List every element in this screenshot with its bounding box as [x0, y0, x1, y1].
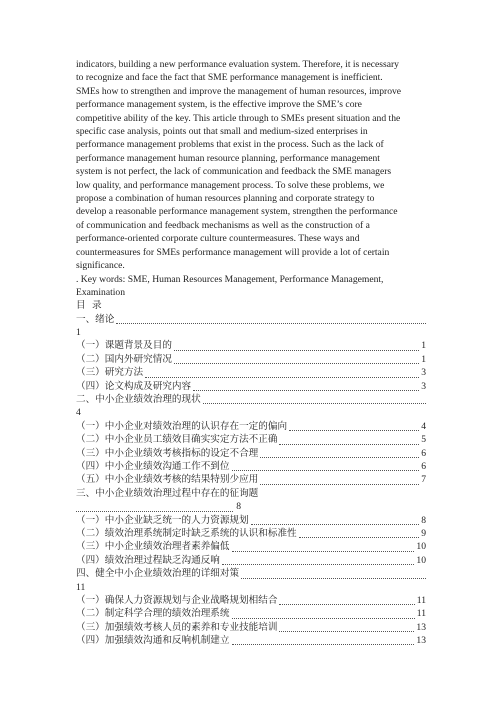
- toc-item-page: 11: [416, 608, 426, 620]
- toc-item-label: （二）国内外研究情况: [76, 353, 172, 365]
- toc-section-4[interactable]: [76, 567, 426, 580]
- leader-dots: [174, 341, 419, 351]
- toc-item-page: 13: [416, 635, 426, 647]
- leader-dots: [193, 381, 419, 391]
- leader-dots: [279, 622, 414, 632]
- abstract-line: SMEs how to strengthen and improve the management of human resources, improve: [76, 85, 402, 97]
- abstract-line: performance management human resource planning, performance management: [76, 152, 380, 164]
- toc-item-label: （四）论文构成及研究内容: [76, 380, 192, 392]
- toc-item-page: 13: [416, 621, 426, 633]
- toc-section-title: 四、健全中小企业绩效治理的详细对策: [76, 568, 240, 580]
- toc-item-label: （三）研究方法: [76, 367, 144, 379]
- abstract-line: performance-oriented corporate culture countermeasures. These ways and: [76, 233, 360, 245]
- toc-item-page: 1: [421, 340, 426, 352]
- abstract-line: to recognize and face the fact that SME performance management is inefficient.: [76, 72, 383, 84]
- toc-item-label: （四）中小企业绩效沟通工作不到位: [76, 461, 230, 472]
- english-abstract: [76, 58, 426, 273]
- toc-item[interactable]: [76, 380, 426, 393]
- abstract-line: low quality, and performance management process. To solve these problems, we: [76, 179, 385, 191]
- toc-item[interactable]: [76, 353, 426, 366]
- toc-item[interactable]: [76, 594, 426, 607]
- toc-item-page: 11: [416, 594, 426, 606]
- toc-item-label: （三）加强绩效考核人员的素养和专业技能培训: [76, 621, 278, 633]
- toc-section-title: 一、绪论: [76, 313, 115, 325]
- toc-item-page: 10: [416, 554, 426, 566]
- leader-dots: [232, 609, 415, 619]
- toc-item-page: 3: [421, 380, 426, 392]
- leader-dots: [241, 569, 426, 579]
- keywords-line: . Key words: SME, Human Resources Management, Performance Management,: [76, 273, 384, 285]
- toc-item[interactable]: [76, 433, 426, 446]
- leader-dots: [203, 394, 426, 404]
- toc-item-page: 6: [421, 447, 426, 459]
- toc-section-2[interactable]: [76, 393, 426, 406]
- leader-dots: [116, 314, 426, 324]
- toc-title: 目 录: [76, 300, 104, 312]
- abstract-line: performance management problems that exist in the process. Such as the lack of: [76, 139, 384, 151]
- abstract-line: indicators, building a new performance evaluation system. Therefore, it is necessary: [76, 59, 399, 70]
- abstract-line: countermeasures for SMEs performance management will provide a lot of certain: [76, 246, 390, 258]
- leader-dots: [232, 542, 415, 552]
- toc-item-page: 4: [421, 420, 426, 432]
- leader-dots: [145, 368, 419, 378]
- toc-section-3-page-row: [76, 500, 241, 513]
- toc-item-page: 1: [421, 353, 426, 365]
- leader-dots: [279, 435, 419, 445]
- toc-item[interactable]: [76, 554, 426, 567]
- leader-dots: [279, 595, 414, 605]
- toc-section-page: 4: [76, 407, 81, 419]
- toc-item[interactable]: [76, 540, 426, 553]
- toc-item-label: （五）中小企业绩效考核的结果特别少应用: [76, 474, 259, 486]
- leader-dots: [260, 475, 419, 485]
- toc-section-page: 8: [236, 501, 241, 513]
- toc-item[interactable]: [76, 634, 426, 647]
- leader-dots: [232, 461, 420, 471]
- toc-section-1[interactable]: [76, 313, 426, 326]
- leader-dots: [76, 502, 233, 512]
- abstract-line: competitive ability of the key. This article through to SMEs present situation and the: [76, 112, 401, 124]
- toc-section-page: 1: [76, 327, 81, 339]
- toc-item-label: （三）中小企业绩效治理者素养偏低: [76, 541, 230, 553]
- leader-dots: [232, 635, 415, 645]
- abstract-line: specific case analysis, points out that small and medium-sized enterprises in: [76, 126, 368, 138]
- toc-item-label: （三）中小企业绩效考核指标的设定不合理: [76, 447, 259, 459]
- toc-item[interactable]: [76, 420, 426, 433]
- toc-item-label: （四）加强绩效沟通和反响机制建立: [76, 635, 230, 647]
- toc-item-page: 10: [416, 541, 426, 553]
- toc-item-label: （二）中小企业员工绩效目确实实定方法不正确: [76, 434, 278, 446]
- toc-item-label: （一）课题背景及目的: [76, 340, 172, 352]
- toc-item[interactable]: [76, 527, 426, 540]
- leader-dots: [260, 448, 419, 458]
- toc-section-page: 11: [76, 581, 86, 593]
- leader-dots: [289, 421, 419, 431]
- toc-item-label: （二）绩效治理系统制定时缺乏系统的认识和标准性: [76, 527, 297, 539]
- toc-item-label: （二）制定科学合理的绩效治理系统: [76, 608, 230, 620]
- toc-section-title: 三、中小企业绩效治理过程中存在的征询题: [76, 487, 259, 499]
- toc-item[interactable]: [76, 366, 426, 379]
- abstract-line: develop a reasonable performance management system, strengthen the performance: [76, 206, 398, 218]
- toc-section-title: 二、中小企业绩效治理的现状: [76, 394, 201, 406]
- toc-item[interactable]: [76, 447, 426, 460]
- abstract-line: of communication and feedback mechanisms as well as the construction of a: [76, 219, 370, 231]
- abstract-line: system is not perfect, the lack of communication and feedback the SME managers: [76, 166, 392, 178]
- abstract-line: performance management system, is the effective improve the SME’s core: [76, 99, 362, 111]
- toc-item-label: （一）中小企业缺乏统一的人力资源规划: [76, 514, 249, 526]
- leader-dots: [222, 555, 415, 565]
- toc-item-page: 6: [421, 461, 426, 472]
- abstract-line: significance.: [76, 260, 125, 272]
- toc-item[interactable]: [76, 621, 426, 634]
- toc-item-label: （一）中小企业对绩效治理的认识存在一定的偏向: [76, 420, 288, 432]
- page-content: [76, 58, 426, 647]
- toc-item-page: 7: [421, 474, 426, 486]
- toc-item[interactable]: [76, 473, 426, 486]
- toc-item-page: 9: [421, 527, 426, 539]
- toc-item-page: 3: [421, 367, 426, 379]
- toc-item-label: （四）绩效治理过程缺乏沟通反响: [76, 554, 220, 566]
- toc-item[interactable]: [76, 340, 426, 353]
- toc-item-page: 8: [421, 514, 426, 526]
- toc-item-page: 5: [421, 434, 426, 446]
- keywords-line: Examination: [76, 286, 126, 298]
- toc-item-label: （一）确保人力资源规划与企业战略规划相结合: [76, 594, 278, 606]
- leader-dots: [174, 354, 419, 364]
- abstract-line: propose a combination of human resources planning and corporate strategy to: [76, 193, 375, 205]
- toc-item[interactable]: [76, 460, 426, 473]
- toc-item[interactable]: [76, 607, 426, 620]
- toc-item[interactable]: [76, 514, 426, 527]
- leader-dots: [299, 528, 420, 538]
- toc-section-3[interactable]: [76, 487, 426, 500]
- leader-dots: [251, 515, 420, 525]
